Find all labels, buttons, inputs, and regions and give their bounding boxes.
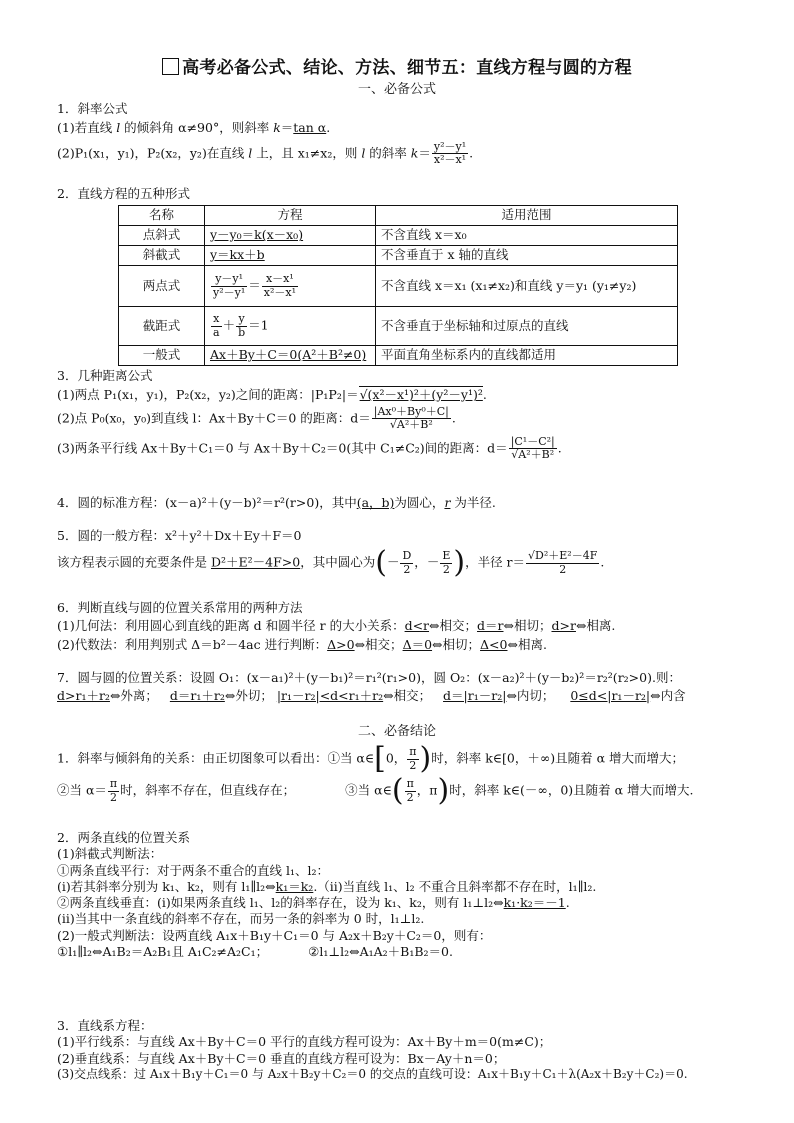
- circle-general-block: [57, 528, 757, 581]
- line-position-heading: 2．两条直线的位置关系: [57, 830, 190, 845]
- form-equation: y－y₀＝k(x－x₀): [205, 226, 376, 246]
- table-row: [119, 346, 678, 366]
- form-equation: $\frac{\text{y－y¹}}{\text{y²－y¹}}$ ＝ $\frac{\text{x－x¹}}{\text{x²－x¹}}$: [205, 266, 376, 307]
- table-row: [119, 246, 678, 266]
- line-forms-table: [118, 205, 678, 366]
- circle-general-equation: 5．圆的一般方程：x²＋y²＋Dx＋Ey＋F＝0: [57, 528, 302, 543]
- form-range: 不含直线 x＝x₁ (x₁≠x₂)和直线 y＝y₁ (y₁≠y₂): [376, 266, 678, 307]
- slope-fraction: $\frac{\text{y²－y¹}}{\text{x²－x¹}}$: [433, 139, 467, 167]
- table-row: [119, 266, 678, 307]
- section-heading-formulas: 一、必备公式: [357, 82, 436, 97]
- slope-formula-block: [57, 101, 757, 167]
- form-name: 点斜式: [119, 226, 205, 246]
- line-position-block: [57, 830, 757, 960]
- table-header-cell: 方程: [205, 206, 376, 226]
- line-circle-block: [57, 600, 757, 653]
- algebraic-method-line: (2)代数法：利用判别式 Δ＝b²－4ac 进行判断：Δ>0⇔相交；Δ＝0⇔相切；Δ<0⇔相离.: [57, 636, 547, 652]
- slope-angle-line-1: 1．斜率与倾斜角的关系：由正切图象可以看出：①当 α∈[0， $\frac{\pi}{2}$ )时，斜率 k∈[0，＋∞)且随着 α 增大而增大；: [57, 741, 685, 776]
- table-header-row: [119, 206, 678, 226]
- checkbox-square-icon: [162, 58, 179, 75]
- form-name: 两点式: [119, 266, 205, 307]
- line-circle-heading: 6．判断直线与圆的位置关系常用的两种方法: [57, 600, 303, 615]
- line-position-item: (1)斜截式判断法：: [57, 846, 163, 862]
- line-position-item: ①两条直线平行：对于两条不重合的直线 l₁、l₂：: [57, 862, 329, 878]
- line-family-heading: 3．直线系方程：: [57, 1018, 153, 1033]
- circle-condition-line: 该方程表示圆的充要条件是 D²＋E²－4F>0，其中圆心为(－ $\frac{D}{2}$ ，－ $\frac{E}{2}$ )，半径 r＝ $\frac{\text{√D²＋E²－4F}}{2}$ .: [57, 545, 605, 581]
- form-range: 不含垂直于坐标轴和过原点的直线: [376, 307, 678, 346]
- circle-standard-equation: 4．圆的标准方程：(x－a)²＋(y－b)²＝r²(r>0)，其中(a，b)为圆心，r 为半径.: [57, 495, 496, 510]
- slope-line-1: (1)若直线 l 的倾斜角 α≠90°，则斜率 k＝tan α.: [57, 120, 331, 136]
- table-header-cell: 适用范围: [376, 206, 678, 226]
- line-family-item: (2)垂直线系：与直线 Ax＋By＋C＝0 垂直的直线方程可设为：Bx－Ay＋n＝0；: [57, 1050, 506, 1066]
- section-heading-conclusions: 二、必备结论: [357, 724, 436, 739]
- line-family-item: (3)交点线系：过 A₁x＋B₁y＋C₁＝0 与 A₂x＋B₂y＋C₂＝0 的交点的直线可设：A₁x＋B₁y＋C₁＋λ(A₂x＋B₂y＋C₂)＝0.: [57, 1066, 688, 1081]
- line-position-item: ②两条直线垂直：(ⅰ)如果两条直线 l₁、l₂的斜率存在，设为 k₁、k₂，则有 l₁⊥l₂⇔k₁·k₂＝－1.: [57, 895, 570, 910]
- line-position-item: (2)一般式判断法：设两直线 A₁x＋B₁y＋C₁＝0 与 A₂x＋B₂y＋C₂＝0，则有：: [57, 927, 492, 943]
- form-range: 平面直角坐标系内的直线都适用: [376, 346, 678, 366]
- distance-formula-block: [57, 368, 757, 462]
- slope-line-2: (2)P₁(x₁，y₁)，P₂(x₂，y₂)在直线 l 上，且 x₁≠x₂，则 l 的斜率 k＝ $\frac{\text{y²－y¹}}{\text{x²－x¹}}$ .: [57, 139, 474, 167]
- line-position-item: (ⅱ)当其中一条直线的斜率不存在，而另一条的斜率为 0 时，l₁⊥l₂.: [57, 911, 425, 927]
- line-position-item: ①l₁∥l₂⇔A₁B₂＝A₂B₁且 A₁C₂≠A₂C₁； ②l₁⊥l₂⇔A₁A₂＋B₁B₂＝0.: [57, 943, 453, 959]
- parallel-distance-fraction: $\frac{\text{|C¹－C²|}}{\text{√A²＋B²}}$: [510, 434, 555, 462]
- form-name: 一般式: [119, 346, 205, 366]
- line-family-item: (1)平行线系：与直线 Ax＋By＋C＝0 平行的直线方程可设为：Ax＋By＋m＝0(m≠C)；: [57, 1034, 552, 1050]
- distance-fraction: $\frac{\text{|Ax⁰＋By⁰＋C|}}{\text{√A²＋B²}}$: [373, 404, 449, 432]
- geometric-method-line: (1)几何法：利用圆心到直线的距离 d 和圆半径 r 的大小关系：d<r⇔相交；d＝r⇔相切；d>r⇔相离.: [57, 618, 616, 634]
- line-family-block: [57, 1018, 757, 1082]
- line-forms-heading: 2．直线方程的五种形式: [57, 186, 190, 201]
- document-title: 高考必备公式、结论、方法、细节五：直线方程与圆的方程: [0, 57, 794, 79]
- table-row: [119, 307, 678, 346]
- form-equation: $\frac{x}{a}$ ＋ $\frac{y}{b}$ ＝1: [205, 307, 376, 346]
- distance-heading: 3．几种距离公式: [57, 368, 153, 383]
- distance-line-1: (1)两点 P₁(x₁，y₁)，P₂(x₂，y₂)之间的距离：|P₁P₂|＝√(x²－x¹)²＋(y²－y¹)².: [57, 387, 487, 403]
- table-row: [119, 226, 678, 246]
- table-header-cell: 名称: [119, 206, 205, 226]
- slope-angle-conclusion: [57, 741, 757, 808]
- radius-fraction: $\frac{\text{√D²＋E²－4F}}{2}$: [528, 549, 598, 576]
- circle-circle-block: [57, 670, 757, 705]
- form-name: 截距式: [119, 307, 205, 346]
- form-range: 不含直线 x＝x₀: [376, 226, 678, 246]
- line-position-item: (ⅰ)若其斜率分别为 k₁、k₂，则有 l₁∥l₂⇔k₁＝k₂.（ⅱ)当直线 l₁、l₂ 不重合且斜率都不存在时，l₁∥l₂.: [57, 878, 597, 894]
- form-equation: Ax＋By＋C＝0(A²＋B²≠0): [205, 346, 376, 366]
- slope-heading: 1．斜率公式: [57, 101, 128, 116]
- form-equation: y＝kx＋b: [205, 246, 376, 266]
- slope-angle-line-2: ②当 α＝ $\frac{\pi}{2}$ 时，斜率不存在，但直线存在； ③当 α∈( $\frac{\pi}{2}$ ，π)时，斜率 k∈(－∞，0)且随着 α 增大而增大.: [57, 773, 694, 808]
- form-name: 斜截式: [119, 246, 205, 266]
- circle-circle-relations: d>r₁＋r₂⇔外离； d＝r₁＋r₂⇔外切； |r₁－r₂|<d<r₁＋r₂⇔相交； d＝|r₁－r₂|⇔内切； 0≤d<|r₁－r₂|⇔内含: [57, 688, 686, 704]
- distance-line-2: (2)点 P₀(x₀，y₀)到直线 l：Ax＋By＋C＝0 的距离：d＝ $\frac{\text{|Ax⁰＋By⁰＋C|}}{\text{√A²＋B²}}$ .: [57, 404, 456, 432]
- form-range: 不含垂直于 x 轴的直线: [376, 246, 678, 266]
- circle-circle-definition: 7．圆与圆的位置关系：设圆 O₁：(x－a₁)²＋(y－b₁)²＝r₁²(r₁>0)，圆 O₂：(x－a₂)²＋(y－b₂)²＝r₂²(r₂>0).则：: [57, 670, 681, 685]
- distance-line-3: (3)两条平行线 Ax＋By＋C₁＝0 与 Ax＋By＋C₂＝0(其中 C₁≠C₂)间的距离：d＝ $\frac{\text{|C¹－C²|}}{\text{√A²＋B²}}$ .: [57, 434, 562, 462]
